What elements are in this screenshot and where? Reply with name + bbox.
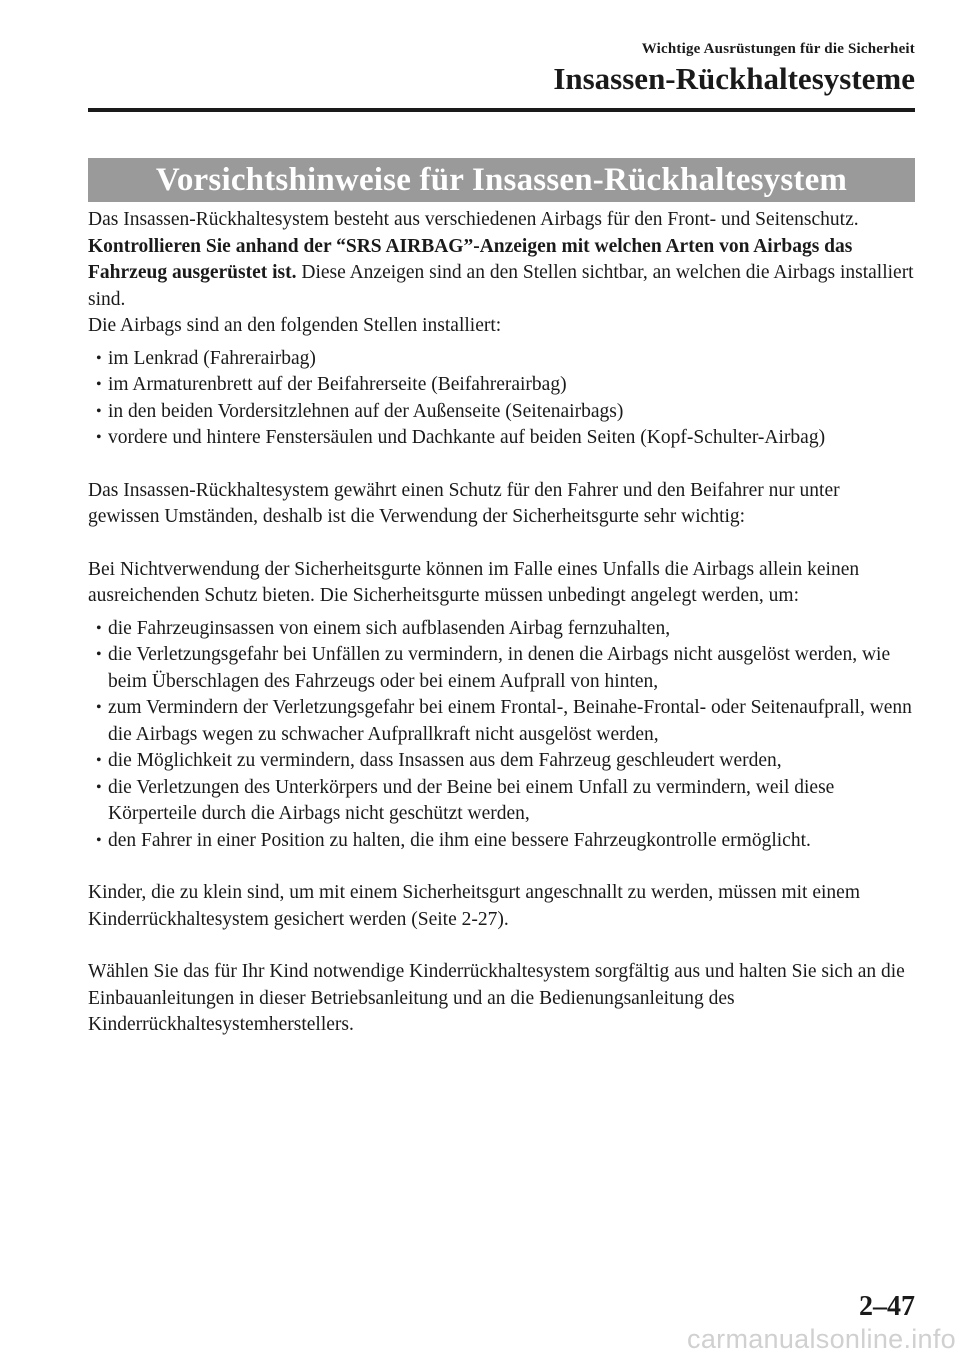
header-subtitle: Wichtige Ausrüstungen für die Sicherheit (641, 41, 915, 57)
intro-bold-instruction: Kontrollieren Sie anhand der “SRS AIRBAG”-Anzeigen mit welchen Arten von Airbags das Fahrzeug ausgerüstet ist. (88, 235, 853, 283)
seatbelt-paragraph: Bei Nichtverwendung der Sicherheitsgurte können im Falle eines Unfalls die Airbags allein keinen ausreichenden Schutz bieten. Die Sicherheitsgurte müssen unbedingt angelegt werden, um: (88, 558, 860, 606)
header-divider (88, 108, 915, 112)
page-number: 2–47 (859, 1291, 915, 1322)
bullet-icon: • (96, 429, 102, 446)
bullet-icon: • (96, 831, 102, 849)
list-item: • in den beiden Vordersitzlehnen auf der Außenseite (Seitenairbags) (88, 399, 915, 426)
child-seat-paragraph: Wählen Sie das für Ihr Kind notwendige Kinderrückhaltesystem sorgfältig aus und halten Sie sich an die Einbauanleitungen in dieser Betriebsanleitung und an die Bedienungsanleitung des Kinderrückhaltesystemherstellers. (88, 961, 905, 1035)
bullet-icon: • (96, 402, 102, 420)
page-header (88, 40, 915, 98)
list-item: • im Armaturenbrett auf der Beifahrerseite (Beifahrerairbag) (88, 372, 915, 399)
list-item: • im Lenkrad (Fahrerairbag) (88, 346, 915, 373)
list-item: • zum Vermindern der Verletzungsgefahr bei einem Frontal-, Beinahe-Frontal- oder Seitenaufprall, wenn die Airbags wegen zu schwacher Aufprallkraft nicht ausgelöst werden, (96, 697, 912, 745)
bullet-icon: • (96, 376, 102, 393)
protection-paragraph: Das Insassen-Rückhaltesystem gewährt einen Schutz für den Fahrer und den Beifahrer nur unter gewissen Umständen, deshalb ist die Verwendung der Sicherheitsgurte sehr wichtig: (88, 479, 840, 527)
intro-text-end: Diese Anzeigen sind an den Stellen sichtbar, an welchen die Airbags installiert sind. (88, 262, 914, 310)
list-item: • vordere und hintere Fenstersäulen und Dachkante auf beiden Seiten (Kopf-Schulter-Airbag) (88, 425, 915, 452)
section-title: Vorsichtshinweise für Insassen-Rückhaltesystem (88, 158, 915, 202)
seatbelt-reasons-list (88, 616, 915, 855)
body-content (88, 207, 915, 1039)
watermark: carmanualsonline.info (687, 1324, 956, 1354)
list-item: • die Verletzungsgefahr bei Unfällen zu vermindern, in denen die Airbags nicht ausgelöst werden, wie beim Überschlagen des Fahrzeugs oder bei einem Aufprall von hinten, (96, 644, 891, 692)
list-item: • die Fahrzeuginsassen von einem sich aufblasenden Airbag fernzuhalten, (88, 616, 915, 643)
bullet-icon: • (96, 699, 102, 716)
bullet-icon: • (96, 349, 102, 367)
airbag-locations-list (88, 346, 915, 452)
bullet-icon: • (96, 619, 102, 637)
locations-lead: Die Airbags sind an den folgenden Stellen installiert: (88, 315, 502, 336)
bullet-icon: • (96, 646, 102, 663)
intro-text-start: Das Insassen-Rückhaltesystem besteht aus verschiedenen Airbags für den Front- und Seitenschutz. (88, 209, 859, 230)
list-item: • die Verletzungen des Unterkörpers und der Beine bei einem Unfall zu vermindern, weil diese Körperteile durch die Airbags nicht geschützt werden, (96, 776, 835, 824)
bullet-icon: • (96, 752, 102, 769)
intro-paragraph (88, 207, 915, 313)
bullet-icon: • (96, 778, 102, 796)
header-title: Insassen-Rückhaltesysteme (553, 61, 915, 96)
list-item: • die Möglichkeit zu vermindern, dass Insassen aus dem Fahrzeug geschleudert werden, (88, 748, 915, 775)
list-item: • den Fahrer in einer Position zu halten, die ihm eine bessere Fahrzeugkontrolle ermöglicht. (88, 828, 915, 855)
children-paragraph: Kinder, die zu klein sind, um mit einem Sicherheitsgurt angeschnallt zu werden, müssen mit einem Kinderrückhaltesystem gesichert werden (Seite 2-27). (88, 882, 860, 930)
